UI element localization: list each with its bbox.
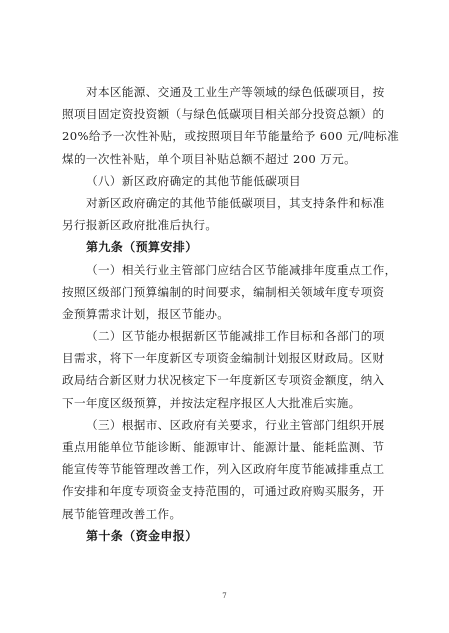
text-line: （二）区节能办根据新区节能减排工作目标和各部门的项 <box>86 329 385 344</box>
text-line: 另行报新区政府批准后执行。 <box>62 218 218 233</box>
text-line: 展节能管理改善工作。 <box>62 506 182 521</box>
text-line: 煤的一次性补贴，单个项目补贴总额不超过 200 万元。 <box>62 151 357 166</box>
article-ten-heading: 第十条（资金申报） <box>86 528 198 543</box>
page-number: 7 <box>222 592 227 600</box>
text-line: 作安排和年度专项资金支持范围的，可通过政府购买服务，开 <box>62 484 385 499</box>
text-line: 20%给予一次性补贴，或按照项目年节能量给予 600 元/吨标准 <box>62 129 400 144</box>
text-line: （一）相关行业主管部门应结合区节能减排年度重点工作， <box>86 262 397 277</box>
text-line: 能宣传等节能管理改善工作，列入区政府年度节能减排重点工 <box>62 462 385 477</box>
text-line: 目需求，将下一年度新区专项资金编制计划报区财政局。区财 <box>62 351 385 366</box>
text-line: （三）根据市、区政府有关要求，行业主管部门组织开展 <box>86 417 385 432</box>
paragraph-budget-one <box>62 259 402 326</box>
text-line: 对本区能源、交通及工业生产等领域的绿色低碳项目，按 <box>86 85 385 99</box>
text-line: 金预算需求计划，报区节能办。 <box>62 306 230 321</box>
document-body <box>62 81 402 547</box>
text-line: 政局结合新区财力状况核定下一年度新区专项资金额度，纳入 <box>62 373 385 388</box>
paragraph-item-eight-title <box>62 170 402 192</box>
text-line: （八）新区政府确定的其他节能低碳项目 <box>86 173 301 188</box>
text-line: 对新区政府确定的其他节能低碳项目，其支持条件和标准 <box>86 195 385 210</box>
text-line: 重点用能单位节能诊断、能源审计、能源计量、能耗监测、节 <box>62 440 385 454</box>
paragraph-other-projects <box>62 192 402 236</box>
text-line: 按照区级部门预算编制的时间要求，编制相关领域年度专项资 <box>62 284 385 299</box>
text-line: 下一年度区级预算，并按法定程序报区人大批准后实施。 <box>62 395 361 410</box>
paragraph-budget-two <box>62 325 402 414</box>
paragraph-subsidy-standard <box>62 81 402 170</box>
article-nine-heading: 第九条（预算安排） <box>86 240 198 255</box>
text-line: 照项目固定资投资额（与绿色低碳项目相关部分投资总额）的 <box>62 107 385 122</box>
paragraph-budget-three <box>62 414 402 525</box>
